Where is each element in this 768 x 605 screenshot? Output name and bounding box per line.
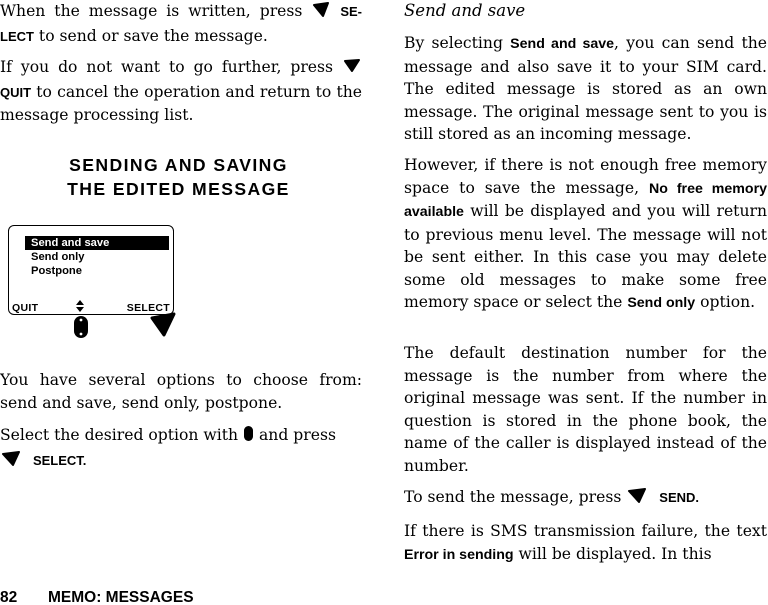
options-paragraph: You have several options to choose from: send and save, send only, postpone. bbox=[0, 371, 362, 412]
destination-paragraph: The default destination number for the message is the number from where the original message was sent. If the number in question is stored in the phone book, the name of the caller is displayed instead of the number. bbox=[404, 344, 767, 475]
select-key-label: SELECT. bbox=[32, 452, 87, 468]
instruction-paragraph-1: When the message is written, press SE-LECT to send or save the message. bbox=[0, 2, 362, 45]
phone-screen bbox=[8, 225, 174, 315]
select-key-icon[interactable] bbox=[149, 312, 177, 342]
send-and-save-paragraph: By selecting Send and save, you can send the message and also save it to your SIM card. The edited message is stored as an own message. The original message sent to you is still stored as an incoming message. bbox=[404, 34, 767, 143]
subsection-heading: Send and save bbox=[404, 1, 526, 20]
instruction-paragraph-2: If you do not want to go further, press QUIT to cancel the operation and return to the message processing list. bbox=[0, 58, 362, 124]
menu-item-postpone[interactable]: Postpone bbox=[31, 265, 82, 277]
send-and-save-term: Send and save bbox=[510, 36, 615, 52]
select-key-icon bbox=[311, 2, 331, 25]
footer-section-title: MEMO: MESSAGES bbox=[48, 589, 194, 605]
section-title: SENDING AND SAVING THE EDITED MESSAGE bbox=[67, 155, 290, 199]
error-in-sending-term: Error in sending bbox=[404, 546, 514, 563]
send-key-label: SEND. bbox=[659, 490, 700, 505]
quit-key-label: QUIT bbox=[0, 84, 32, 100]
memory-paragraph: However, if there is not enough free memory space to save the message, No free memory available will be displayed and you will return to previous menu level. The message will not be sent either. In this case you may delete some old messages to make some free memory space or select the Send only option. bbox=[404, 156, 767, 311]
menu-item-send-only[interactable]: Send only bbox=[31, 251, 85, 263]
select-option-paragraph: Select the desired option with and press SELECT. bbox=[0, 424, 362, 473]
left-softkey-label: QUIT bbox=[12, 302, 39, 314]
send-paragraph: To send the message, press SEND. bbox=[404, 486, 767, 511]
select-key-icon bbox=[626, 488, 648, 511]
page-number: 82 bbox=[0, 589, 18, 605]
select-key-icon bbox=[0, 451, 22, 474]
send-only-term: Send only bbox=[627, 295, 696, 311]
right-softkey-label: SELECT bbox=[126, 302, 170, 314]
quit-key-icon bbox=[342, 58, 362, 81]
scroll-key-icon bbox=[243, 425, 254, 449]
select-key-label: SE-LECT bbox=[0, 4, 362, 44]
page-footer bbox=[0, 589, 194, 605]
error-paragraph: If there is SMS transmission failure, the text Error in sending will be displayed. In this bbox=[404, 522, 767, 563]
menu-item-send-and-save[interactable]: Send and save bbox=[25, 236, 169, 250]
scroll-key-icon[interactable] bbox=[72, 314, 90, 344]
no-free-memory-term: No free memory available bbox=[404, 180, 767, 220]
